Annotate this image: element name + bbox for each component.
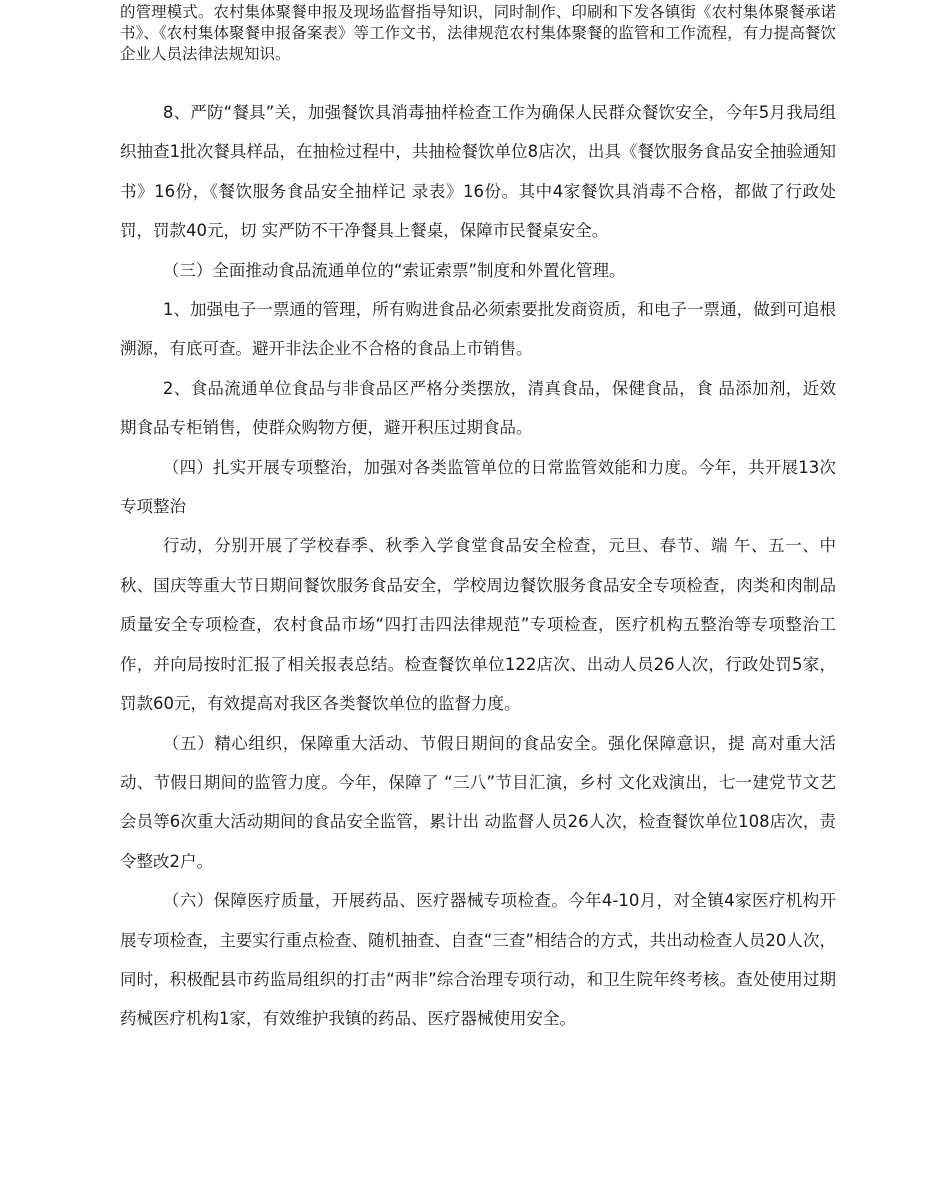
paragraph-tableware-inspection: 8、严防“餐具”关，加强餐饮具消毒抽样检查工作为确保人民群众餐饮安全，今年5月我局组织抽查1批次餐具样品，在抽检过程中，共抽检餐饮单位8店次，出具《餐饮服务食品安全抽验通知书》16份，《餐饮服务食品安全抽样记 录表》16份。其中4家餐饮具消毒不合格，都做了行政处罚，罚款40元，切 实严防不干净餐具上餐桌，保障市民餐桌安全。 bbox=[120, 103, 836, 241]
paragraph-electronic-ticket: 1、加强电子一票通的管理，所有购进食品必须索要批发商资质，和电子一票通，做到可追根溯源，有底可查。避开非法企业不合格的食品上市销售。 bbox=[120, 300, 836, 359]
paragraph-rectification-actions: 行动，分别开展了学校春季、秋季入学食堂食品安全检查，元旦、春节、端 午、五一、中秋、国庆等重大节日期间餐饮服务食品安全，学校周边餐饮服务食品安全专项检查，肉类和肉制品质量安全专项检查，农村食品市场“四打击四法律规范”专项检查，医疗机构五整治等专项整治工作，并向局按时汇报了相关报表总结。检查餐饮单位122店次、出动人员26人次，行政处罚5家，罚款60元，有效提高对我区各类餐饮单位的监督力度。 bbox=[120, 536, 836, 714]
section-heading-special-rectification: （四）扎实开展专项整治，加强对各类监管单位的日常监管效能和力度。今年，共开展13次专项整治 bbox=[120, 457, 836, 517]
paragraph-food-classification: 2、食品流通单位食品与非食品区严格分类摆放，清真食品，保健食品，食 品添加剂，近效期食品专柜销售，使群众购物方便，避开积压过期食品。 bbox=[120, 378, 836, 438]
section-heading-major-events: （五）精心组织，保障重大活动、节假日期间的食品安全。强化保障意识，提 高对重大活动、节假日期间的监管力度。今年，保障了 “三八”节目汇演，乡村 文化戏演出，七一建党节文艺会员等6次重大活动期间的食品安全监管，累计出 动监督人员26人次，检查餐饮单位108店次，责令整改2户。 bbox=[120, 733, 836, 871]
document-page bbox=[120, 0, 836, 1039]
continued-paragraph: 的管理模式。农村集体聚餐申报及现场监督指导知识，同时制作、印刷和下发各镇街《农村集体聚餐承诺书》、《农村集体聚餐申报备案表》等工作文书，法律规范农村集体聚餐的监管和工作流程，有力提高餐饮企业人员法律法规知识。 bbox=[120, 3, 836, 63]
section-heading-medical-quality: （六）保障医疗质量，开展药品、医疗器械专项检查。今年4-10月，对全镇4家医疗机构开展专项检查，主要实行重点检查、随机抽查、自查“三查”相结合的方式，共出动检查人员20人次，同时，积极配县市药监局组织的打击“两非”综合治理专项行动，和卫生院年终考核。查处使用过期药械医疗机构1家，有效维护我镇的药品、医疗器械使用安全。 bbox=[120, 891, 836, 1029]
section-heading-circulation: （三）全面推动食品流通单位的“索证索票”制度和外置化管理。 bbox=[162, 260, 626, 280]
